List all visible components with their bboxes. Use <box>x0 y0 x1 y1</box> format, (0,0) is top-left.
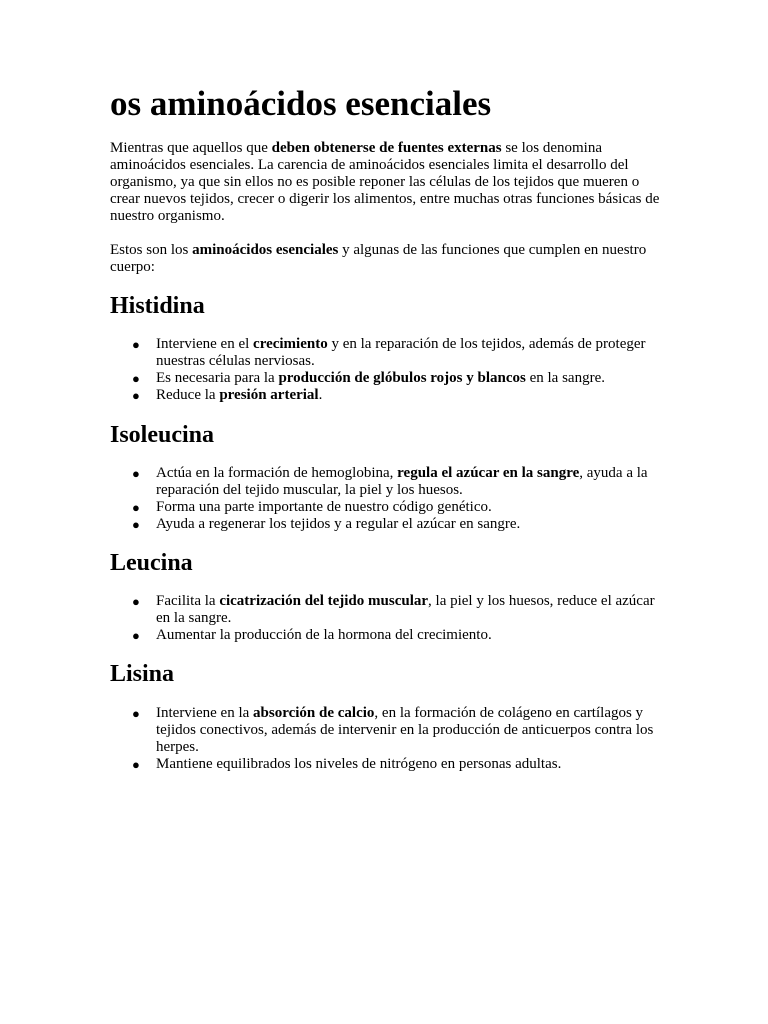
list-item <box>110 465 670 499</box>
bullet-icon: ● <box>132 371 140 386</box>
intro-text: se los denomina aminoácidos esenciales. La carencia de aminoácidos esenciales limita el desarrollo del organismo, ya que sin ellos no es posible reponer las células de los tejidos que mueren o crear nuevos tejidos, crecer o digerir los alimentos, entre muchas otras funciones básicas de nuestro organismo. <box>110 140 660 224</box>
item-bold-text: crecimiento <box>253 336 328 352</box>
item-bold-text: producción de glóbulos rojos y blancos <box>278 370 526 386</box>
item-text: , la piel y los huesos, reduce el azúcar en la sangre. <box>156 593 655 626</box>
bullet-icon: ● <box>132 757 140 772</box>
list-item <box>110 336 670 370</box>
section-heading-leucina: Leucina <box>110 550 193 576</box>
section-heading-lisina: Lisina <box>110 661 175 687</box>
item-bold-text: presión arterial <box>219 387 319 403</box>
list-lisina <box>110 705 670 773</box>
item-text: Aumentar la producción de la hormona del crecimiento. <box>156 627 492 643</box>
bullet-icon: ● <box>132 466 140 481</box>
list-item <box>110 593 670 627</box>
bullet-icon: ● <box>132 337 140 352</box>
list-item <box>110 387 670 404</box>
section-heading-histidina: Histidina <box>110 293 205 319</box>
intro-text: Estos son los <box>110 242 193 258</box>
item-bold-text: regula el azúcar en la sangre <box>397 465 580 481</box>
list-histidina <box>110 336 670 404</box>
bullet-icon: ● <box>132 388 140 403</box>
section-heading-isoleucina: Isoleucina <box>110 422 215 448</box>
item-text: . <box>318 387 323 403</box>
item-text: Forma una parte importante de nuestro código genético. <box>156 499 492 515</box>
bullet-icon: ● <box>132 517 140 532</box>
intro-bold-text: aminoácidos esenciales <box>192 242 339 258</box>
bullet-icon: ● <box>132 628 140 643</box>
page-title: os aminoácidos esenciales <box>110 84 492 123</box>
list-item <box>110 370 670 387</box>
item-text: y en la reparación de los tejidos, además de proteger nuestras células nerviosas. <box>156 336 646 369</box>
item-text: , en la formación de colágeno en cartílagos y tejidos conectivos, además de intervenir en la producción de anticuerpos contra los herpes. <box>156 705 654 755</box>
list-item <box>110 627 670 644</box>
list-item <box>110 756 670 773</box>
item-text: Mantiene equilibrados los niveles de nitrógeno en personas adultas. <box>156 756 562 772</box>
item-text: Interviene en la <box>156 705 254 721</box>
list-item <box>110 516 670 533</box>
item-text: en la sangre. <box>525 370 605 386</box>
item-bold-text: absorción de calcio <box>253 705 375 721</box>
item-text: , ayuda a la reparación del tejido muscular, la piel y los huesos. <box>156 465 648 498</box>
item-text: Actúa en la formación de hemoglobina, <box>156 465 398 481</box>
list-leucina <box>110 593 670 644</box>
list-item <box>110 705 670 756</box>
intro-paragraph-2 <box>110 242 670 276</box>
list-isoleucina <box>110 465 670 533</box>
intro-bold-text: deben obtenerse de fuentes externas <box>271 140 502 156</box>
intro-text: Mientras que aquellos que <box>110 140 272 156</box>
intro-paragraph-1 <box>110 140 670 225</box>
list-item <box>110 499 670 516</box>
intro-text: y algunas de las funciones que cumplen en nuestro cuerpo: <box>110 242 647 275</box>
item-text: Facilita la <box>156 593 220 609</box>
item-bold-text: cicatrización del tejido muscular <box>219 593 429 609</box>
bullet-icon: ● <box>132 706 140 721</box>
bullet-icon: ● <box>132 500 140 515</box>
item-text: Reduce la <box>156 387 220 403</box>
item-text: Interviene en el <box>156 336 254 352</box>
item-text: Es necesaria para la <box>156 370 279 386</box>
item-text: Ayuda a regenerar los tejidos y a regular el azúcar en sangre. <box>156 516 521 532</box>
bullet-icon: ● <box>132 594 140 609</box>
